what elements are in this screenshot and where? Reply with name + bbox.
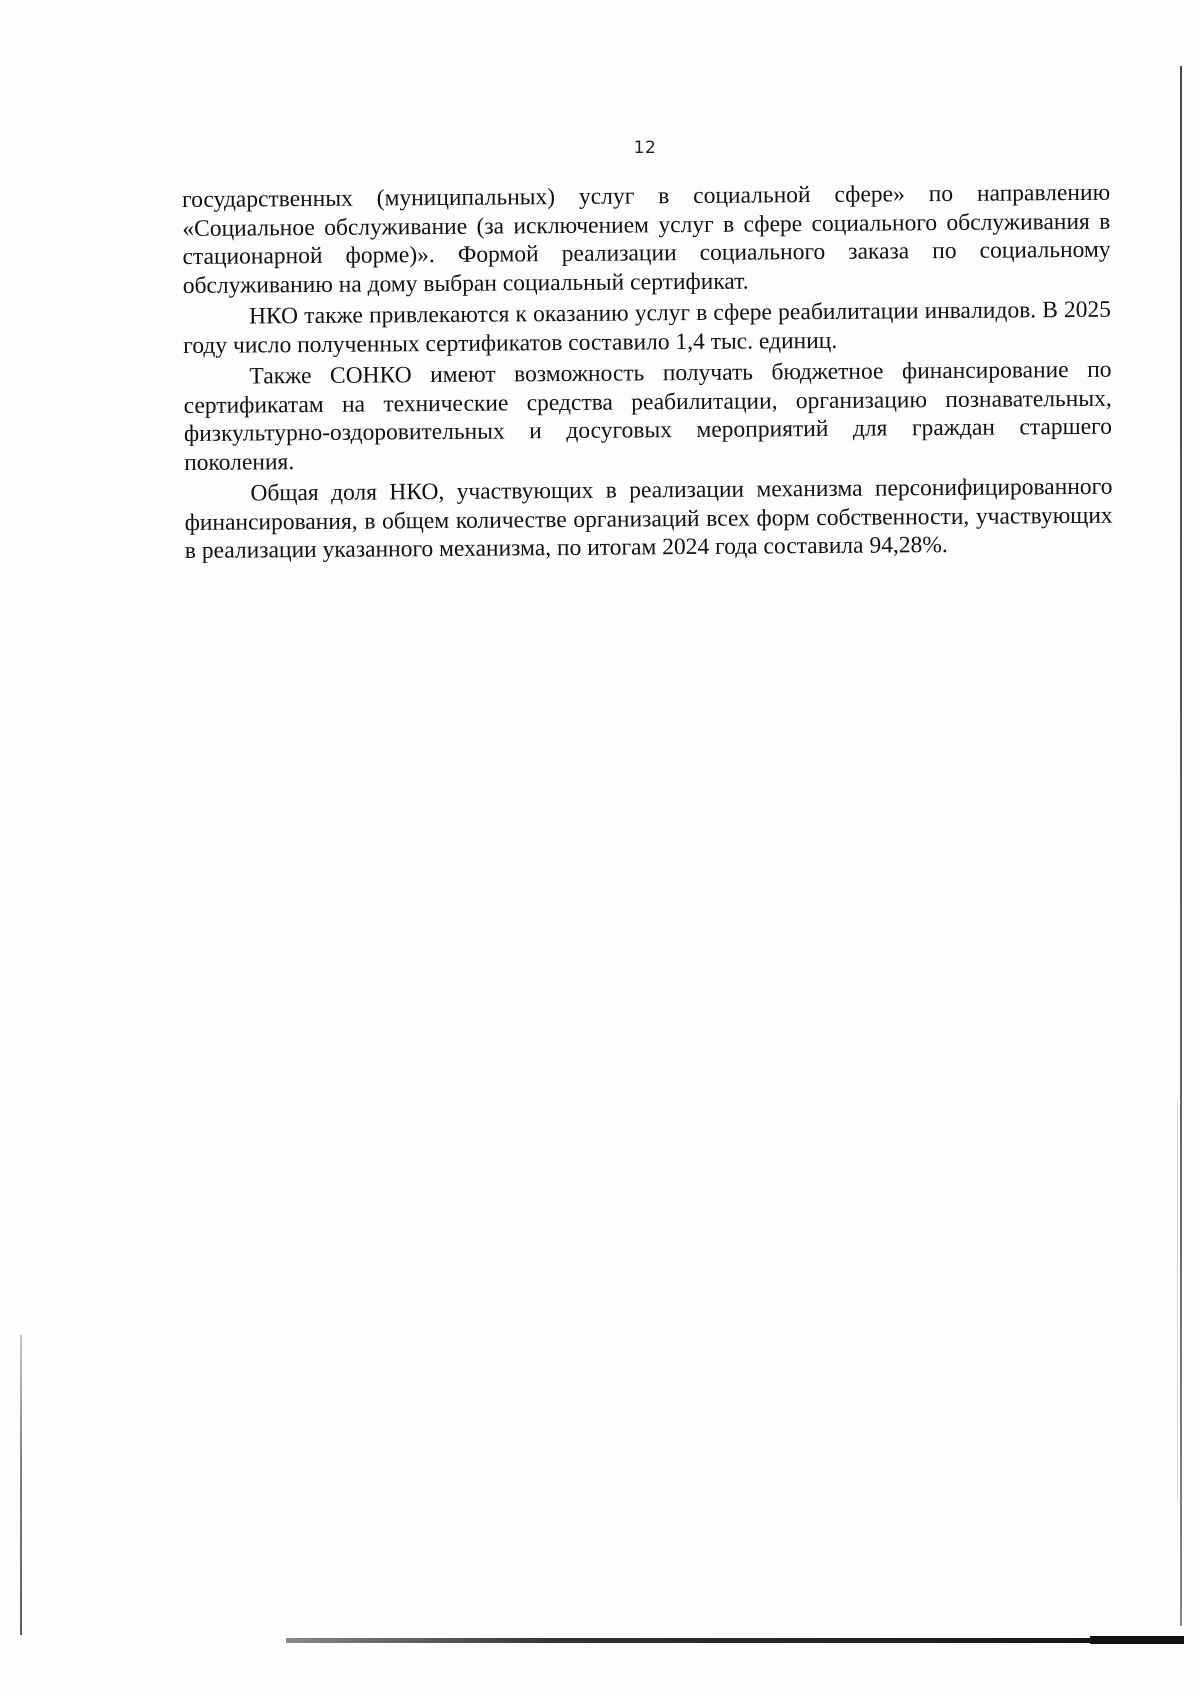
paragraph-share-nko: Общая доля НКО, участвующих в реализации механизма персонифицированного финансирования, в общем количестве организаций всех форм собственности, участвующих в реализации указанного механизма, по итогам 2024 года составила 94,28%. [184, 473, 1113, 564]
scan-edge-bottom-corner [1090, 1636, 1184, 1644]
paragraph-rehabilitation: НКО также привлекаются к оказанию услуг в сфере реабилитации инвалидов. В 2025 году число полученных сертификатов составило 1,4 тыс. единиц. [183, 296, 1112, 359]
scan-edge-right [1180, 66, 1182, 1626]
scan-edge-left [20, 1335, 22, 1635]
page-number-text: 12 [633, 138, 657, 158]
page-number [0, 138, 1200, 158]
paragraph-continuation: государственных (муниципальных) услуг в социальной сфере» по направлению «Социальное обслуживание (за исключением услуг в сфере социального обслуживания в стационарной форме)». Формой реализации социального заказа по социальному обслуживанию на дому выбран социальный сертификат. [182, 179, 1111, 299]
body-text [182, 179, 1113, 569]
scan-edge-right-faint [1177, 1100, 1178, 1500]
paragraph-sonko-financing: Также СОНКО имеют возможность получать бюджетное финансирование по сертификатам на технические средства реабилитации, организацию познавательных, физкультурно-оздоровительных и досуговых мероприятий для граждан старшего поколения. [183, 356, 1113, 476]
scan-edge-bottom [286, 1638, 1184, 1643]
